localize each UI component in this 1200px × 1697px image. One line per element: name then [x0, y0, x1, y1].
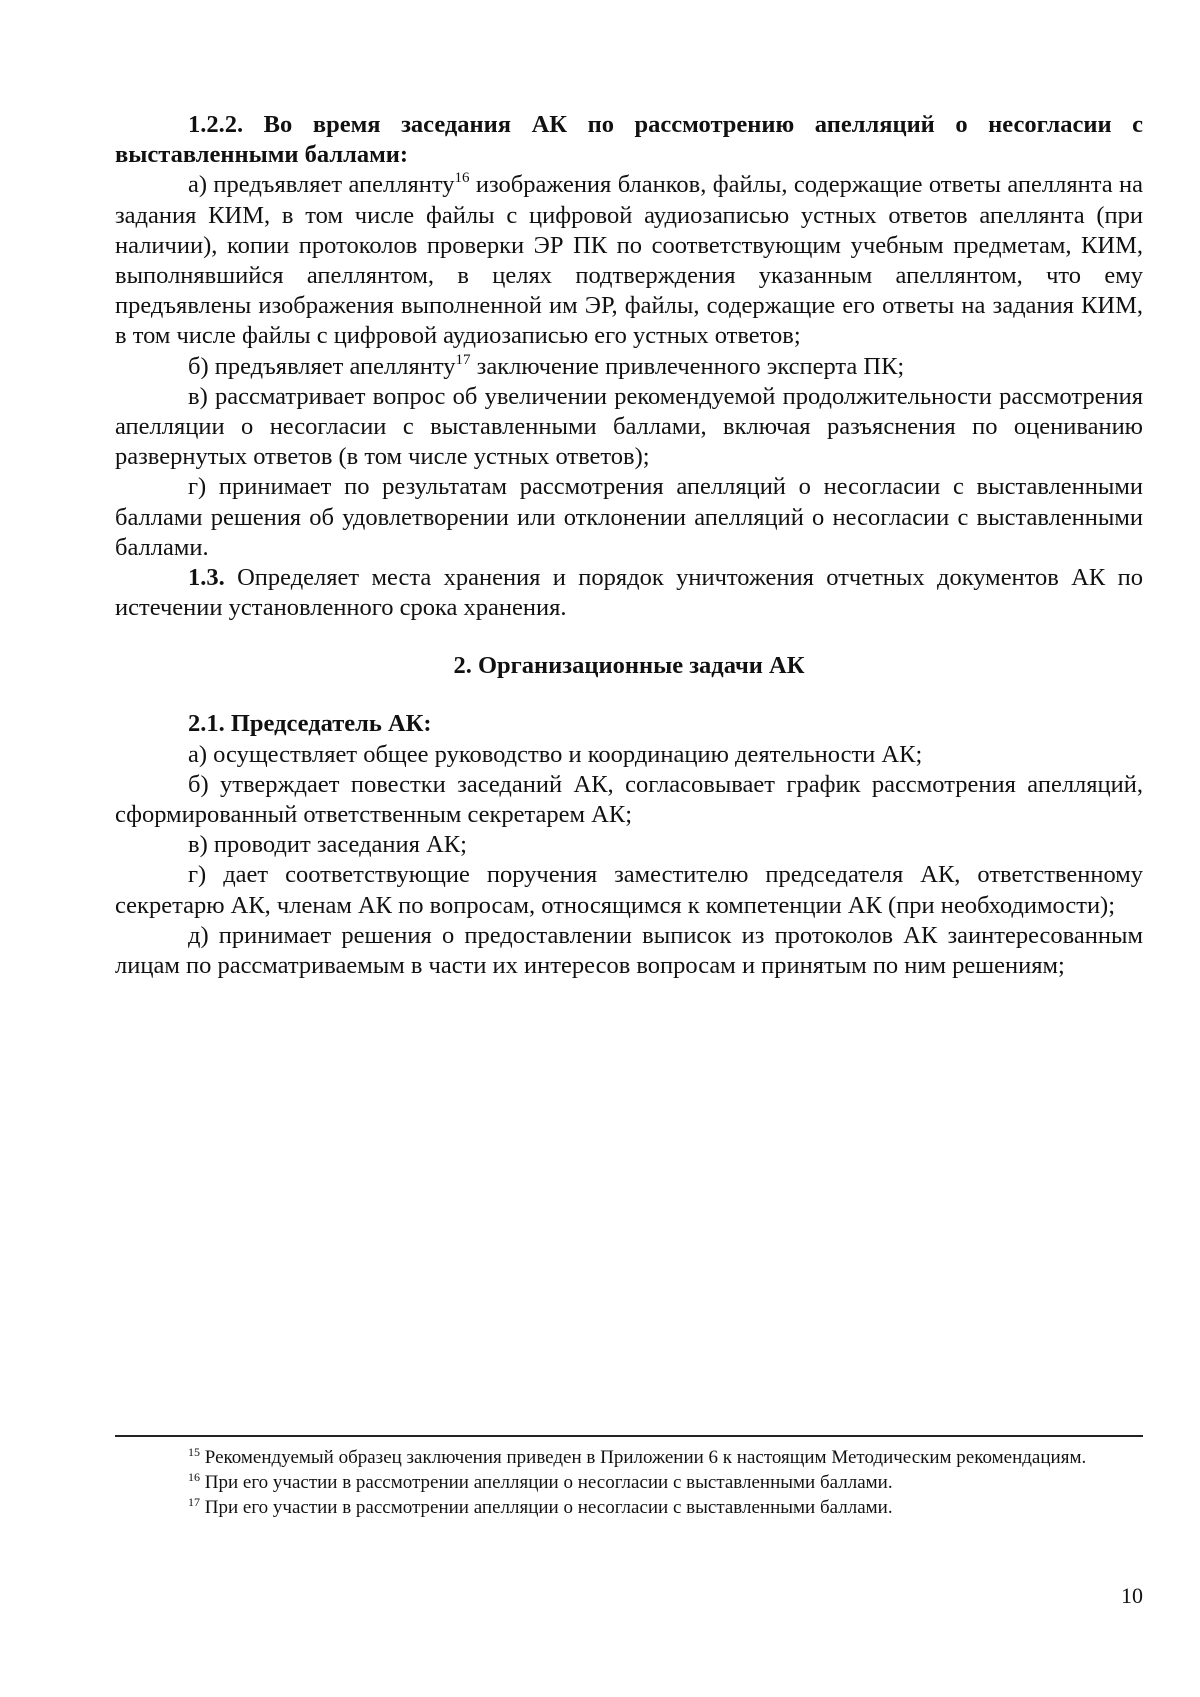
footnote-15-text: Рекомендуемый образец заключения приведен в Приложении 6 к настоящим Методическим рекомендациям.	[200, 1447, 1087, 1468]
item-1-2-2-a-text1: а) предъявляет апеллянту	[188, 171, 455, 199]
footnote-separator	[115, 1435, 1143, 1437]
item-2-1-a: а) осуществляет общее руководство и координацию деятельности АК;	[188, 740, 923, 768]
item-1-2-2-g: г) принимает по результатам рассмотрения апелляций о несогласии с выставленными баллами решения об удовлетворении или отклонении апелляций о несогласии с выставленными баллами.	[115, 473, 1143, 561]
item-1-2-2-b-text2: заключение привлеченного эксперта ПК;	[470, 352, 905, 380]
item-2-1-g: г) дает соответствующие поручения заместителю председателя АК, ответственному секретарю АК, членам АК по вопросам, относящимся к компетенции АК (при необходимости);	[115, 861, 1143, 919]
document-body	[115, 110, 1143, 981]
heading-2-1: 2.1. Председатель АК:	[188, 710, 432, 738]
footnote-15	[115, 1445, 1143, 1470]
item-1-2-2-v: в) рассматривает вопрос об увеличении рекомендуемой продолжительности рассмотрения апелляции о несогласии с выставленными баллами, включая разъяснения по оцениванию развернутых ответов (в том числе устных ответов);	[115, 382, 1143, 471]
footnote-16	[115, 1470, 1143, 1495]
item-2-1-v: в) проводит заседания АК;	[188, 831, 467, 859]
footnote-15-number: 15	[188, 1445, 200, 1459]
footnote-17-text: При его участии в рассмотрении апелляции о несогласии с выставленными баллами.	[200, 1497, 893, 1518]
page-number: 10	[1121, 1583, 1143, 1608]
item-1-2-2-b-text1: б) предъявляет апеллянту	[188, 352, 456, 380]
item-1-2-2-b	[115, 352, 1143, 382]
footnote-ref-17[interactable]: 17	[455, 351, 471, 368]
item-1-2-2-a	[115, 170, 1143, 351]
footnote-17	[115, 1495, 1143, 1520]
heading-1-2-2: 1.2.2. Во время заседания АК по рассмотрению апелляций о несогласии с выставленными баллами:	[115, 111, 1143, 169]
item-2-1-d: д) принимает решения о предоставлении выписок из протоколов АК заинтересованным лицам по рассматриваемым в части их интересов вопросам и принятым по ним решениям;	[115, 921, 1143, 980]
paragraph-1-3-text: Определяет места хранения и порядок уничтожения отчетных документов АК по истечении установленного срока хранения.	[115, 564, 1143, 622]
footnote-ref-16[interactable]: 16	[454, 170, 470, 187]
footnotes	[115, 1435, 1143, 1520]
paragraph-1-3-number: 1.3.	[188, 564, 225, 592]
footnote-17-number: 17	[188, 1495, 200, 1509]
footnote-16-text: При его участии в рассмотрении апелляции о несогласии с выставленными баллами.	[200, 1472, 893, 1493]
item-1-2-2-a-text2: изображения бланков, файлы, содержащие ответы апеллянта на задания КИМ, в том числе файлы с цифровой аудиозаписью устных ответов апеллянта (при наличии), копии протоколов проверки ЭР ПК по соответствующим учебным предметам, КИМ, выполнявшийся апеллянтом, в целях подтверждения указанным апеллянтом, что ему предъявлены изображения выполненной им ЭР, файлы, содержащие его ответы на задания КИМ, в том числе файлы с цифровой аудиозаписью его устных ответов;	[115, 171, 1143, 350]
footnote-16-number: 16	[188, 1470, 200, 1484]
section-2-title: 2. Организационные задачи АК	[453, 652, 805, 680]
item-2-1-b: б) утверждает повестки заседаний АК, согласовывает график рассмотрения апелляций, сформированный ответственным секретарем АК;	[115, 770, 1143, 829]
paragraph-1-3	[115, 563, 1143, 623]
